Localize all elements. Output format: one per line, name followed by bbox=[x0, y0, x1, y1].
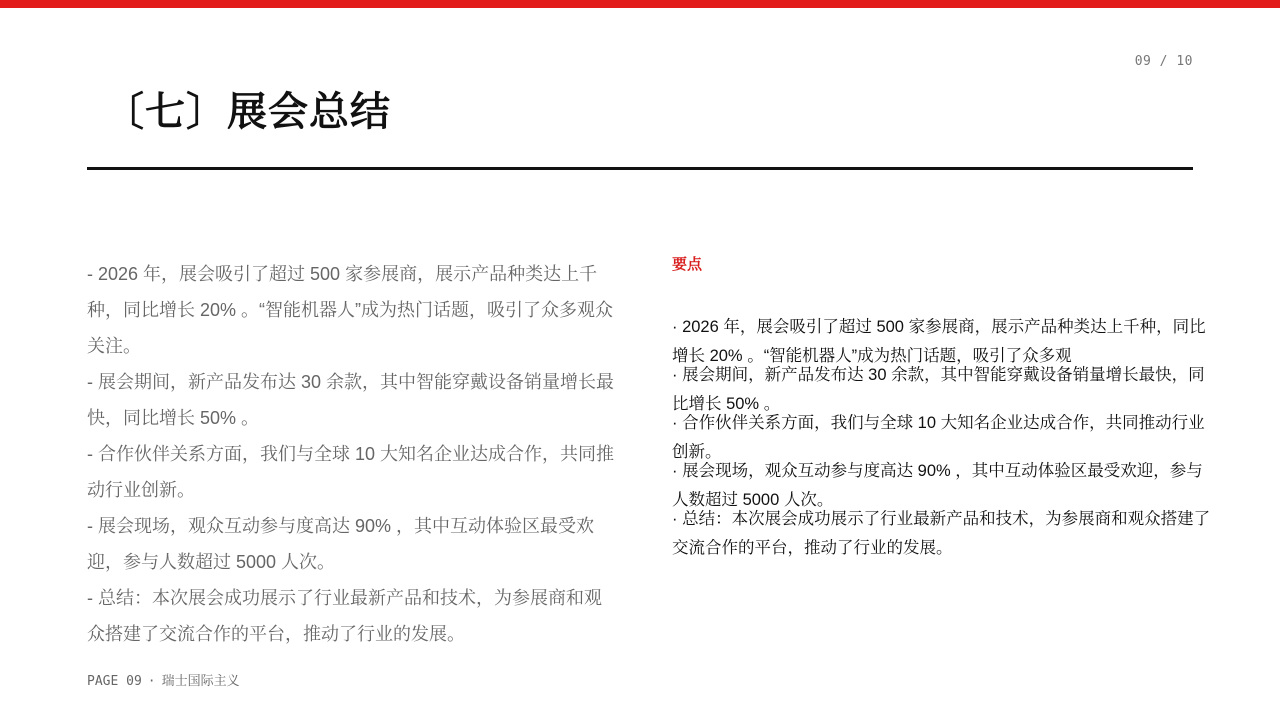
summary-item: - 合作伙伴关系方面，我们与全球 10 大知名企业达成合作，共同推动行业创新。 bbox=[87, 444, 615, 500]
page-title: 〔七〕展会总结 bbox=[104, 89, 391, 135]
key-points-panel bbox=[672, 254, 1212, 557]
key-point-item: · 总结：本次展会成功展示了行业最新产品和技术，为参展商和观众搭建了交流合作的平台，推动了行业的发展。 bbox=[672, 510, 1211, 557]
footer-page-label: PAGE 09 bbox=[87, 674, 142, 689]
title-divider bbox=[87, 167, 1193, 170]
summary-item: - 展会现场，观众互动参与度高达 90% ，其中互动体验区最受欢迎，参与人数超过 5000 人次。 bbox=[87, 516, 595, 572]
summary-item: - 总结：本次展会成功展示了行业最新产品和技术，为参展商和观众搭建了交流合作的平台，推动了行业的发展。 bbox=[87, 588, 602, 644]
summary-column bbox=[87, 256, 617, 652]
page-footer bbox=[87, 670, 240, 689]
key-point-item: · 展会现场，观众互动参与度高达 90% ，其中互动体验区最受欢迎，参与人数超过 5000 人次。 bbox=[672, 462, 1203, 509]
page-counter: 09 / 10 bbox=[1134, 54, 1193, 69]
footer-separator: · bbox=[147, 674, 156, 689]
key-point-item: · 合作伙伴关系方面，我们与全球 10 大知名企业达成合作，共同推动行业创新。 bbox=[672, 414, 1205, 461]
key-point-item: · 2026 年，展会吸引了超过 500 家参展商，展示产品种类达上千种，同比增长 20% 。“智能机器人”成为热门话题，吸引了众多观 bbox=[672, 318, 1206, 365]
key-point-item: · 展会期间，新产品发布达 30 余款，其中智能穿戴设备销量增长最快，同比增长 50% 。 bbox=[672, 366, 1205, 413]
footer-brand: 瑞士国际主义 bbox=[161, 674, 240, 689]
key-points-heading: 要点 bbox=[672, 256, 703, 273]
summary-item: - 2026 年，展会吸引了超过 500 家参展商，展示产品种类达上千种，同比增长 20% 。“智能机器人”成为热门话题，吸引了众多观众关注。 bbox=[87, 264, 614, 356]
summary-item: - 展会期间，新产品发布达 30 余款，其中智能穿戴设备销量增长最快，同比增长 50% 。 bbox=[87, 372, 615, 428]
top-accent-bar bbox=[0, 0, 1280, 8]
